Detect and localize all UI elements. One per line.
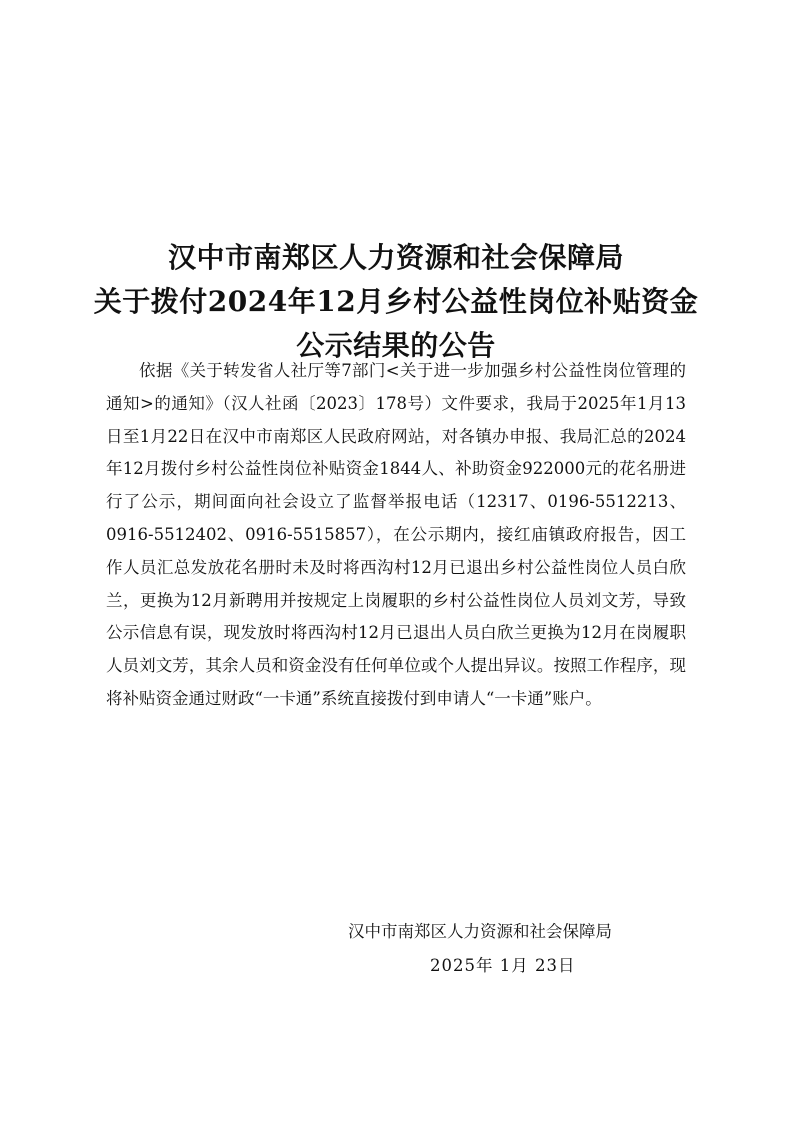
signature-block bbox=[340, 915, 700, 983]
title-line-3: 公示结果的公告 bbox=[296, 329, 496, 362]
document-title bbox=[60, 236, 732, 368]
signature-date: 2025年 1月 23日 bbox=[430, 956, 576, 975]
title-line-2: 关于拨付2024年12月乡村公益性岗位补贴资金 bbox=[93, 285, 699, 318]
title-line-1: 汉中市南郑区人力资源和社会保障局 bbox=[167, 241, 624, 274]
body-paragraph: 依据《关于转发省人社厅等7部门<关于进一步加强乡村公益性岗位管理的通知>的通知》（汉人社函〔2023〕178号）文件要求，我局于2025年1月13日至1月22日在汉中市南郑区人民政府网站，对各镇办申报、我局汇总的2024年12月拨付乡村公益性岗位补贴资金1844人、补助资金922000元的花名册进行了公示，期间面向社会设立了监督举报电话（12317、0196-5512213、0916-5512402、0916-5515857），在公示期内，接红庙镇政府报告，因工作人员汇总发放花名册时未及时将西沟村12月已退出乡村公益性岗位人员白欣兰，更换为12月新聘用并按规定上岗履职的乡村公益性岗位人员刘文芳，导致公示信息有误，现发放时将西沟村12月已退出人员白欣兰更换为12月在岗履职人员刘文芳，其余人员和资金没有任何单位或个人提出异议。按照工作程序，现将补贴资金通过财政“一卡通”系统直接拨付到申请人“一卡通”账户。 bbox=[106, 361, 686, 708]
signature-organization: 汉中市南郑区人力资源和社会保障局 bbox=[348, 922, 612, 941]
